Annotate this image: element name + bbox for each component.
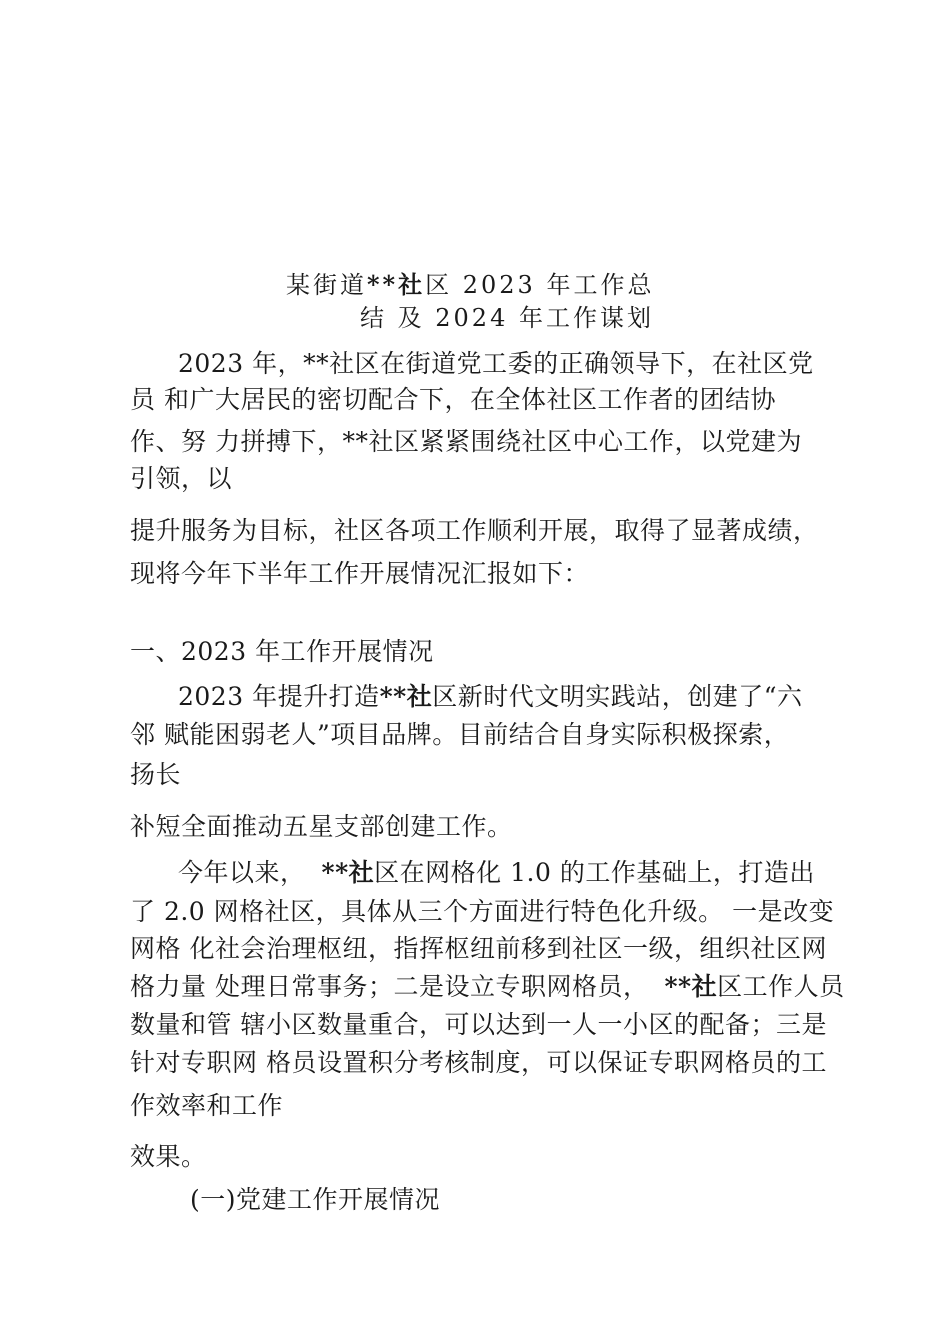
- para3-line-1: [178, 856, 815, 890]
- paragraph-text: 补短全面推动五星支部创建工作。: [130, 812, 513, 841]
- intro-line-4: [130, 462, 232, 496]
- para3-line-6: [130, 1046, 827, 1080]
- heading-text: 一、2023 年工作开展情况: [130, 637, 434, 666]
- paragraph-text: 2023 年提升打造: [178, 682, 380, 711]
- title-text: 某街道: [286, 271, 367, 299]
- para2-line-1: [178, 680, 803, 714]
- paragraph-text: 针对专职网 格员设置积分考核制度，可以保证专职网格员的工: [130, 1048, 827, 1077]
- para3-line-5: [130, 1008, 827, 1042]
- paragraph-text: 网格 化社会治理枢纽，指挥枢纽前移到社区一级，组织社区网: [130, 934, 827, 963]
- title-text: 结 及 2024 年工作谋划: [360, 304, 654, 332]
- para3-line-3: [130, 932, 827, 966]
- para3-line-4: [130, 970, 845, 1004]
- paragraph-text: 区工作人员: [717, 972, 845, 1001]
- document-title-line-1: [286, 268, 654, 302]
- paragraph-text-bold: **社: [321, 858, 375, 887]
- paragraph-text: 今年以来，: [178, 858, 306, 887]
- paragraph-text: 员 和广大居民的密切配合下，在全体社区工作者的团结协: [130, 385, 776, 414]
- title-text-bold: **社: [367, 270, 426, 299]
- paragraph-text: 提升服务为目标，社区各项工作顺利开展，取得了显著成绩，: [130, 516, 819, 545]
- paragraph-text: 数量和管 辖小区数量重合，可以达到一人一小区的配备；三是: [130, 1010, 827, 1039]
- paragraph-text: 区新时代文明实践站，创建了“六: [432, 682, 803, 711]
- paragraph-text: 作、努 力拼搏下，**社区紧紧围绕社区中心工作，以党建为: [130, 427, 802, 456]
- intro-line-2: [130, 383, 776, 417]
- para2-line-2: [130, 718, 789, 752]
- intro-line-6: [130, 557, 589, 591]
- paragraph-text: 引领，以: [130, 464, 233, 493]
- intro-line-3: [130, 425, 802, 459]
- paragraph-text: 效果。: [130, 1142, 207, 1171]
- paragraph-text: 了 2.0 网格社区，具体从三个方面进行特色化升级。 一是改变: [130, 897, 835, 926]
- intro-line-1: [178, 347, 814, 381]
- document-title-line-2: [360, 301, 654, 335]
- paragraph-text: 现将今年下半年工作开展情况汇报如下：: [130, 559, 590, 588]
- paragraph-text: 格力量 处理日常事务；二是设立专职网格员，: [130, 972, 649, 1001]
- paragraph-text-bold: **社: [379, 682, 433, 711]
- subsection-heading: [190, 1183, 440, 1217]
- heading-text: (一)党建工作开展情况: [190, 1185, 441, 1214]
- para3-line-7: [130, 1089, 283, 1123]
- paragraph-text: 邻 赋能困弱老人”项目品牌。目前结合自身实际积极探索，: [130, 720, 790, 749]
- para2-line-4: [130, 810, 513, 844]
- paragraph-text: 区在网格化 1.0 的工作基础上，打造出: [374, 858, 815, 887]
- intro-line-5: [130, 514, 819, 548]
- paragraph-text-bold: **社: [664, 972, 718, 1001]
- section-heading: [130, 635, 434, 669]
- paragraph-text: 2023 年，**社区在街道党工委的正确领导下，在社区党: [178, 349, 814, 378]
- para3-line-2: [130, 895, 834, 929]
- title-text: 区 2023 年工作总: [425, 271, 655, 299]
- para3-line-8: [130, 1140, 207, 1174]
- paragraph-text: 作效率和工作: [130, 1091, 284, 1120]
- para2-line-3: [130, 758, 181, 792]
- paragraph-text: 扬长: [130, 760, 182, 789]
